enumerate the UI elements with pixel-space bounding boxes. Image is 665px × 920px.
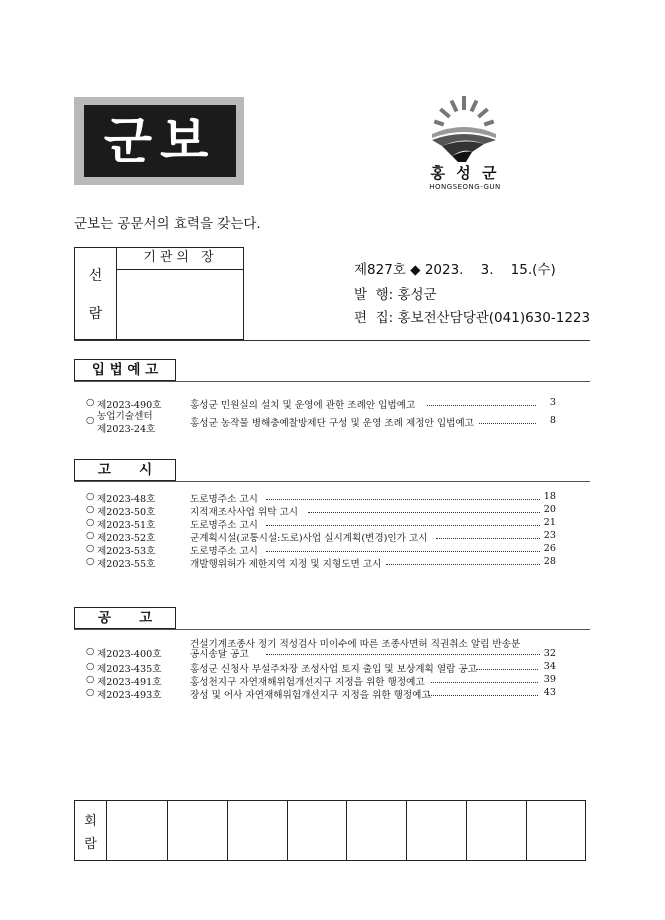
publisher: 발 행: 홍성군 bbox=[354, 287, 437, 303]
dot-leader bbox=[386, 564, 540, 565]
item-page: 26 bbox=[543, 543, 556, 554]
item-number: 제2023-491호 bbox=[97, 677, 162, 688]
bullet-icon: ○ bbox=[86, 556, 95, 567]
issue-number: 제827호 ◆ 2023. 3. 15.(수) bbox=[354, 262, 556, 278]
bullet-icon: ○ bbox=[86, 646, 95, 657]
item-number: 제2023-48호 bbox=[97, 494, 156, 505]
page-title: 군보 bbox=[84, 105, 236, 177]
item-title: 홍성군 농작물 병해충예찰방제단 구성 및 운영 조례 제정안 입법예고 bbox=[190, 418, 474, 429]
dot-leader bbox=[431, 682, 538, 683]
circulation-cell-divider bbox=[466, 800, 467, 861]
item-number: 제2023-53호 bbox=[97, 546, 156, 557]
item-number: 제2023-490호 bbox=[97, 400, 162, 411]
header-divider bbox=[74, 340, 590, 341]
dot-leader bbox=[436, 538, 540, 539]
tagline: 군보는 공문서의 효력을 갖는다. bbox=[74, 216, 261, 232]
item-page: 34 bbox=[543, 661, 556, 672]
item-number: 제2023-52호 bbox=[97, 533, 156, 544]
item-page: 3 bbox=[549, 397, 556, 408]
item-page: 21 bbox=[543, 517, 556, 528]
item-title: 도로명주소 고시 bbox=[190, 520, 258, 531]
item-title: 건설기계조종사 정기 적성검사 미이수에 따른 조종사면허 직권취소 알림 반송분 bbox=[190, 639, 521, 650]
review-header: 기관의 장 bbox=[117, 247, 244, 270]
section-title: 고 시 bbox=[97, 462, 153, 478]
item-department: 농업기술센터 bbox=[97, 411, 153, 422]
item-page: 18 bbox=[543, 491, 556, 502]
bullet-icon: ○ bbox=[86, 661, 95, 672]
dot-leader bbox=[479, 423, 536, 424]
editor: 편 집: 홍보전산담당관(041)630-1223 bbox=[354, 310, 591, 326]
circulation-label-column bbox=[74, 800, 107, 861]
section-header-announcement bbox=[74, 607, 176, 629]
dot-leader bbox=[428, 695, 538, 696]
logo-name: 홍 성 군 bbox=[430, 164, 500, 182]
item-number: 제2023-50호 bbox=[97, 507, 156, 518]
section-title: 입 법 예 고 bbox=[91, 362, 159, 378]
dot-leader bbox=[427, 405, 536, 406]
item-page: 39 bbox=[543, 674, 556, 685]
bullet-icon: ○ bbox=[86, 415, 95, 426]
review-label-column bbox=[74, 247, 117, 340]
circulation-table bbox=[74, 800, 586, 861]
section-rule bbox=[74, 629, 590, 630]
bullet-icon: ○ bbox=[86, 491, 95, 502]
dot-leader bbox=[266, 499, 540, 500]
section-title: 공 고 bbox=[97, 610, 153, 626]
dot-leader bbox=[266, 525, 540, 526]
circulation-label-bottom: 람 bbox=[84, 837, 97, 852]
bullet-icon: ○ bbox=[86, 687, 95, 698]
item-title: 개발행위허가 제한지역 지정 및 지형도면 고시 bbox=[190, 559, 382, 570]
circulation-label-top: 회 bbox=[84, 814, 97, 829]
section-header-notice bbox=[74, 459, 176, 481]
dot-leader bbox=[266, 654, 540, 655]
item-title: 장성 및 어사 자연재해위험개선지구 지정을 위한 행정예고 bbox=[190, 690, 431, 701]
item-title: 도로명주소 고시 bbox=[190, 546, 258, 557]
item-page: 23 bbox=[543, 530, 556, 541]
bullet-icon: ○ bbox=[86, 530, 95, 541]
item-page: 28 bbox=[543, 556, 556, 567]
circulation-cell-divider bbox=[287, 800, 288, 861]
dot-leader bbox=[476, 669, 538, 670]
bullet-icon: ○ bbox=[86, 517, 95, 528]
logo-subtitle: HONGSEONG-GUN bbox=[429, 183, 501, 191]
item-number: 제2023-55호 bbox=[97, 559, 156, 570]
item-number: 제2023-51호 bbox=[97, 520, 156, 531]
item-page: 8 bbox=[549, 415, 556, 426]
item-title: 지적재조사사업 위탁 고시 bbox=[190, 507, 299, 518]
bullet-icon: ○ bbox=[86, 674, 95, 685]
review-label-top: 선 bbox=[88, 268, 103, 284]
item-page: 43 bbox=[543, 687, 556, 698]
item-title-continued: 공시송달 공고 bbox=[190, 649, 249, 660]
item-number: 제2023-400호 bbox=[97, 649, 162, 660]
dot-leader bbox=[308, 512, 540, 513]
dot-leader bbox=[266, 551, 540, 552]
item-page: 20 bbox=[543, 504, 556, 515]
list-item[interactable] bbox=[86, 636, 556, 662]
bullet-icon: ○ bbox=[86, 397, 95, 408]
hongseong-emblem-icon bbox=[424, 94, 504, 164]
item-title: 홍성군 민원실의 설치 및 운영에 관한 조례안 입법예고 bbox=[190, 400, 416, 411]
item-number: 제2023-24호 bbox=[97, 424, 156, 435]
section-header-legislation bbox=[74, 359, 176, 381]
circulation-cell-divider bbox=[346, 800, 347, 861]
bullet-icon: ○ bbox=[86, 504, 95, 515]
review-label-bottom: 람 bbox=[88, 306, 103, 322]
item-number: 제2023-493호 bbox=[97, 690, 162, 701]
item-title: 홍성군 신청사 부설주차장 조성사업 토지 출입 및 보상계획 열람 공고 bbox=[190, 664, 477, 675]
item-page: 32 bbox=[543, 648, 556, 659]
item-number: 제2023-435호 bbox=[97, 664, 162, 675]
item-title: 도로명주소 고시 bbox=[190, 494, 258, 505]
circulation-cell-divider bbox=[526, 800, 527, 861]
list-item[interactable] bbox=[86, 408, 556, 434]
section-rule bbox=[74, 381, 590, 382]
item-title: 홍성천지구 자연재해위험개선지구 지정을 위한 행정예고 bbox=[190, 677, 425, 688]
circulation-cell-divider bbox=[406, 800, 407, 861]
section-rule bbox=[74, 481, 590, 482]
circulation-cell-divider bbox=[167, 800, 168, 861]
item-title: 군계획시설(교통시설:도로)사업 실시계획(변경)인가 고시 bbox=[190, 533, 428, 544]
circulation-cell-divider bbox=[227, 800, 228, 861]
bullet-icon: ○ bbox=[86, 543, 95, 554]
